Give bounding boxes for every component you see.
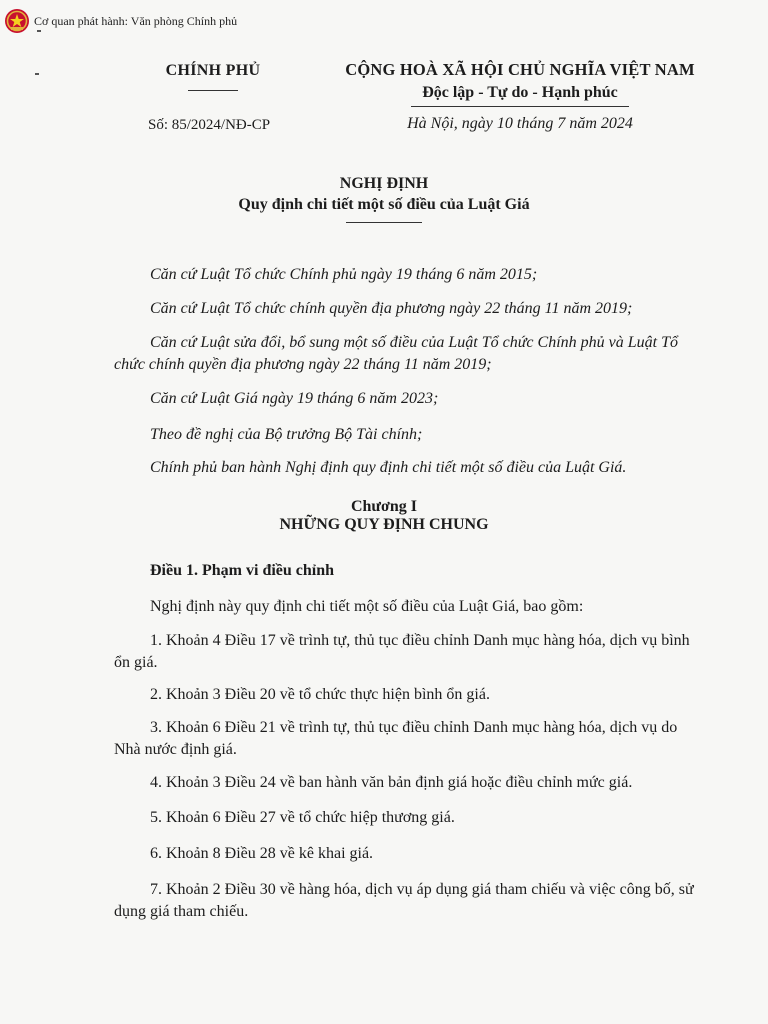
preamble-line: Căn cứ Luật Tổ chức Chính phủ ngày 19 tháng 6 năm 2015; (150, 266, 538, 283)
nation-name: CỘNG HOÀ XÃ HỘI CHỦ NGHĨA VIỆT NAM (345, 60, 695, 79)
article-heading: Điều 1. Phạm vi điều chỉnh (150, 562, 335, 579)
preamble-line: Theo đề nghị của Bộ trưởng Bộ Tài chính; (150, 426, 423, 443)
document-number: Số: 85/2024/NĐ-CP (148, 117, 271, 133)
title-underline (346, 222, 422, 223)
scan-speck (37, 30, 41, 32)
list-item: 4. Khoản 3 Điều 24 về ban hành văn bản định giá hoặc điều chỉnh mức giá. (150, 774, 633, 791)
document-type: NGHỊ ĐỊNH (339, 175, 429, 192)
preamble-line: Căn cứ Luật Tổ chức chính quyền địa phương ngày 22 tháng 11 năm 2019; (150, 300, 633, 317)
preamble-line: Chính phủ ban hành Nghị định quy định chi tiết một số điều của Luật Giá. (150, 459, 627, 476)
motto-underline (411, 106, 629, 107)
national-header (330, 60, 710, 107)
list-item: 7. Khoản 2 Điều 30 về hàng hóa, dịch vụ áp dụng giá tham chiếu và việc công bố, sử dụng giá tham chiếu. (114, 881, 694, 920)
issuer-label: Cơ quan phát hành: Văn phòng Chính phủ (34, 13, 238, 28)
list-item: 2. Khoản 3 Điều 20 về tổ chức thực hiện bình ổn giá. (150, 686, 490, 703)
agency-underline (188, 90, 238, 91)
list-item: 6. Khoản 8 Điều 28 về kê khai giá. (150, 845, 374, 862)
document-subject: Quy định chi tiết một số điều của Luật Giá (238, 196, 530, 213)
preamble-line: Căn cứ Luật sửa đổi, bổ sung một số điều của Luật Tổ chức Chính phủ và Luật Tổ chức chính quyền địa phương ngày 22 tháng 11 năm 2019; (114, 334, 678, 373)
chapter-name: NHỮNG QUY ĐỊNH CHUNG (279, 516, 489, 533)
scan-speck (35, 73, 39, 75)
issue-date: Hà Nội, ngày 10 tháng 7 năm 2024 (407, 115, 633, 132)
title-block (0, 175, 768, 223)
agency-block (138, 62, 288, 91)
chapter-number: Chương I (350, 498, 418, 515)
agency-name: CHÍNH PHỦ (165, 62, 261, 79)
list-item: 5. Khoản 6 Điều 27 về tổ chức hiệp thương giá. (150, 809, 455, 826)
article-intro: Nghị định này quy định chi tiết một số điều của Luật Giá, bao gồm: (150, 598, 584, 615)
list-item: 3. Khoản 6 Điều 21 về trình tự, thủ tục điều chỉnh Danh mục hàng hóa, dịch vụ do Nhà nước định giá. (114, 719, 678, 758)
preamble-line: Căn cứ Luật Giá ngày 19 tháng 6 năm 2023; (150, 390, 439, 407)
national-emblem-icon (4, 8, 30, 34)
national-motto: Độc lập - Tự do - Hạnh phúc (422, 84, 618, 101)
list-item: 1. Khoản 4 Điều 17 về trình tự, thủ tục điều chỉnh Danh mục hàng hóa, dịch vụ bình ổn giá. (114, 632, 690, 671)
